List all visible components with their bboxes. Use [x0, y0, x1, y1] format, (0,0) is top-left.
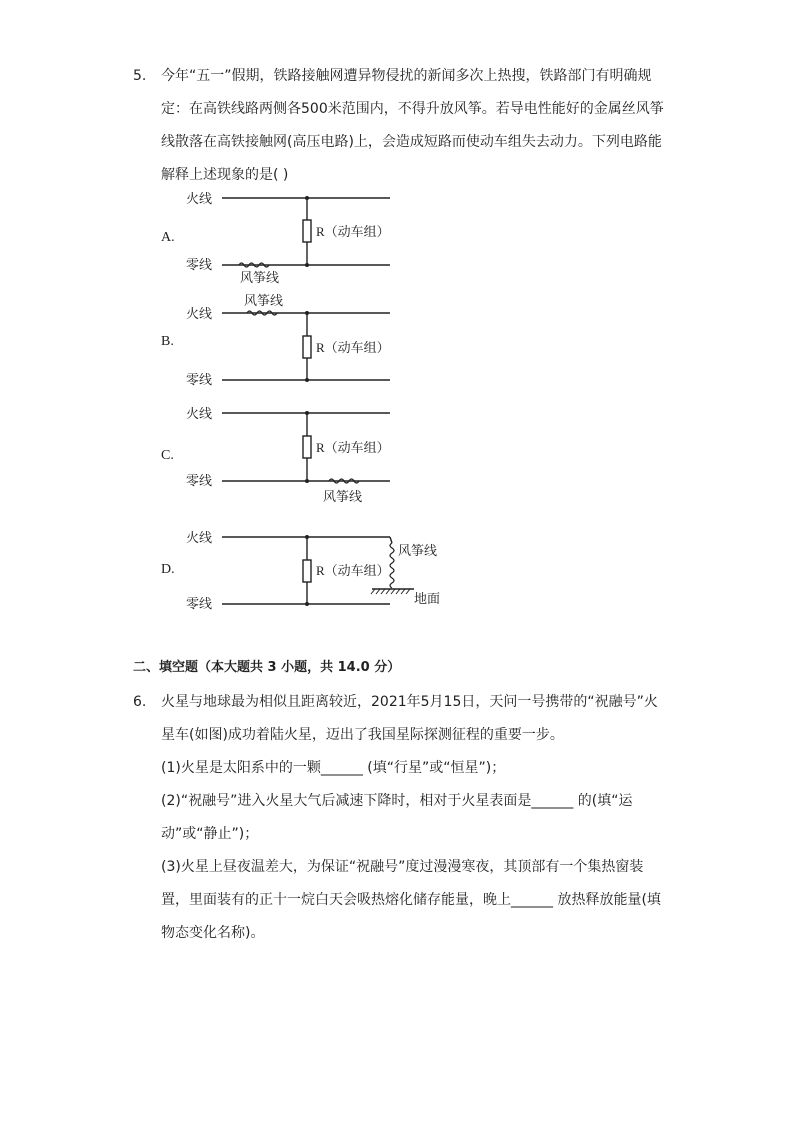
question-line: (2)“祝融号”进入火星大气后减速下降时，相对于火星表面是______ 的(填“运 [161, 793, 633, 809]
live-wire-label: 火线 [186, 307, 213, 322]
question-line: (3)火星上昼夜温差大，为保证“祝融号”度过漫漫寒夜，其顶部有一个集热窗装 [161, 859, 644, 875]
circuit-a [222, 196, 390, 267]
option-a-label[interactable]: A. [161, 230, 175, 245]
question-number: 5. [133, 68, 147, 84]
resistor-label: R（动车组） [316, 224, 390, 239]
question-5 [133, 60, 673, 192]
option-d-label[interactable]: D. [161, 562, 175, 577]
question-line: 今年“五一”假期，铁路接触网遭异物侵扰的新闻多次上热搜，铁路部门有明确规 [161, 68, 652, 84]
question-6 [133, 686, 673, 950]
ground-label: 地面 [414, 592, 441, 607]
circuit-c [222, 411, 390, 483]
circuit-b [222, 311, 390, 382]
section-heading [133, 658, 400, 678]
question-line: 线散落在高铁接触网(高压电路)上，会造成短路而使动车组失去动力。下列电路能 [161, 134, 662, 150]
question-line: 物态变化名称)。 [161, 925, 265, 941]
live-wire-label: 火线 [186, 407, 213, 422]
option-b-label[interactable]: B. [161, 334, 174, 349]
neutral-wire-label: 零线 [186, 474, 213, 489]
option-c-label[interactable]: C. [161, 448, 174, 463]
question-line: 解释上述现象的是( ) [161, 167, 289, 183]
question-line: 置，里面装有的正十一烷白天会吸热熔化储存能量，晚上______ 放热释放能量(填 [161, 892, 661, 908]
question-line: 定：在高铁线路两侧各500米范围内，不得升放风筝。若导电性能好的金属丝风筝 [161, 101, 664, 117]
kite-line-label: 风筝线 [323, 490, 363, 505]
kite-line-label: 风筝线 [398, 544, 438, 559]
kite-line-label: 风筝线 [240, 271, 280, 286]
neutral-wire-label: 零线 [186, 258, 213, 273]
resistor-label: R（动车组） [316, 440, 390, 455]
neutral-wire-label: 零线 [186, 373, 213, 388]
resistor-label: R（动车组） [316, 340, 390, 355]
resistor-label: R（动车组） [316, 563, 390, 578]
circuit-d [222, 535, 414, 606]
question-line: 火星与地球最为相似且距离较近，2021年5月15日，天问一号携带的“祝融号”火 [161, 694, 658, 710]
question-number: 6. [133, 694, 147, 710]
question-line: 动”或“静止”)； [161, 826, 259, 842]
question-text [161, 686, 673, 950]
live-wire-label: 火线 [186, 192, 213, 207]
question-line: 星车(如图)成功着陆火星，迈出了我国星际探测征程的重要一步。 [161, 727, 564, 743]
neutral-wire-label: 零线 [186, 597, 213, 612]
question-line: (1)火星是太阳系中的一颗______ (填“行星”或“恒星”)； [161, 760, 506, 776]
question-text [161, 60, 673, 192]
kite-line-label: 风筝线 [244, 294, 284, 309]
live-wire-label: 火线 [186, 531, 213, 546]
section-title: 二、填空题（本大题共 3 小题，共 14.0 分） [133, 660, 401, 675]
